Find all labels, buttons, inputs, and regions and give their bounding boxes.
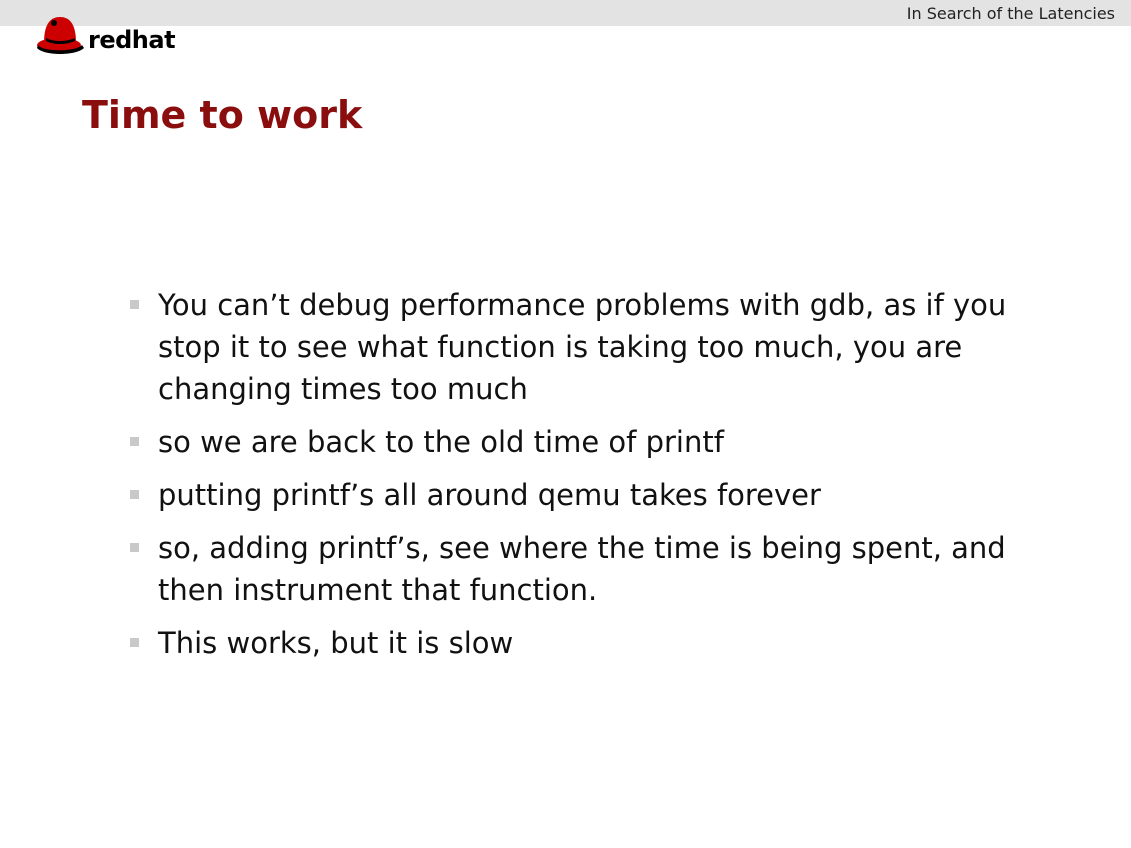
bullet-text: This works, but it is slow <box>158 626 514 660</box>
bullet-list <box>128 284 1008 675</box>
bullet-marker-icon <box>130 437 139 446</box>
bullet-marker-icon <box>130 490 139 499</box>
bullet-item <box>128 421 1008 463</box>
redhat-shadowman-icon <box>36 12 86 56</box>
bullet-item <box>128 474 1008 516</box>
bullet-item <box>128 284 1008 410</box>
bullet-text: putting printf’s all around qemu takes forever <box>158 478 821 512</box>
bullet-marker-icon <box>130 300 139 309</box>
bullet-item <box>128 527 1008 611</box>
presentation-title: In Search of the Latencies <box>906 4 1115 23</box>
bullet-item <box>128 622 1008 664</box>
redhat-wordmark: redhat <box>88 26 176 54</box>
bullet-text: so we are back to the old time of printf <box>158 425 724 459</box>
bullet-text: You can’t debug performance problems with gdb, as if you stop it to see what function is taking too much, you are changing times too much <box>158 288 1007 406</box>
bullet-text: so, adding printf’s, see where the time is being spent, and then instrument that function. <box>158 531 1006 607</box>
slide-title: Time to work <box>82 93 363 137</box>
bullet-marker-icon <box>130 543 139 552</box>
bullet-marker-icon <box>130 638 139 647</box>
redhat-logo <box>36 12 186 56</box>
